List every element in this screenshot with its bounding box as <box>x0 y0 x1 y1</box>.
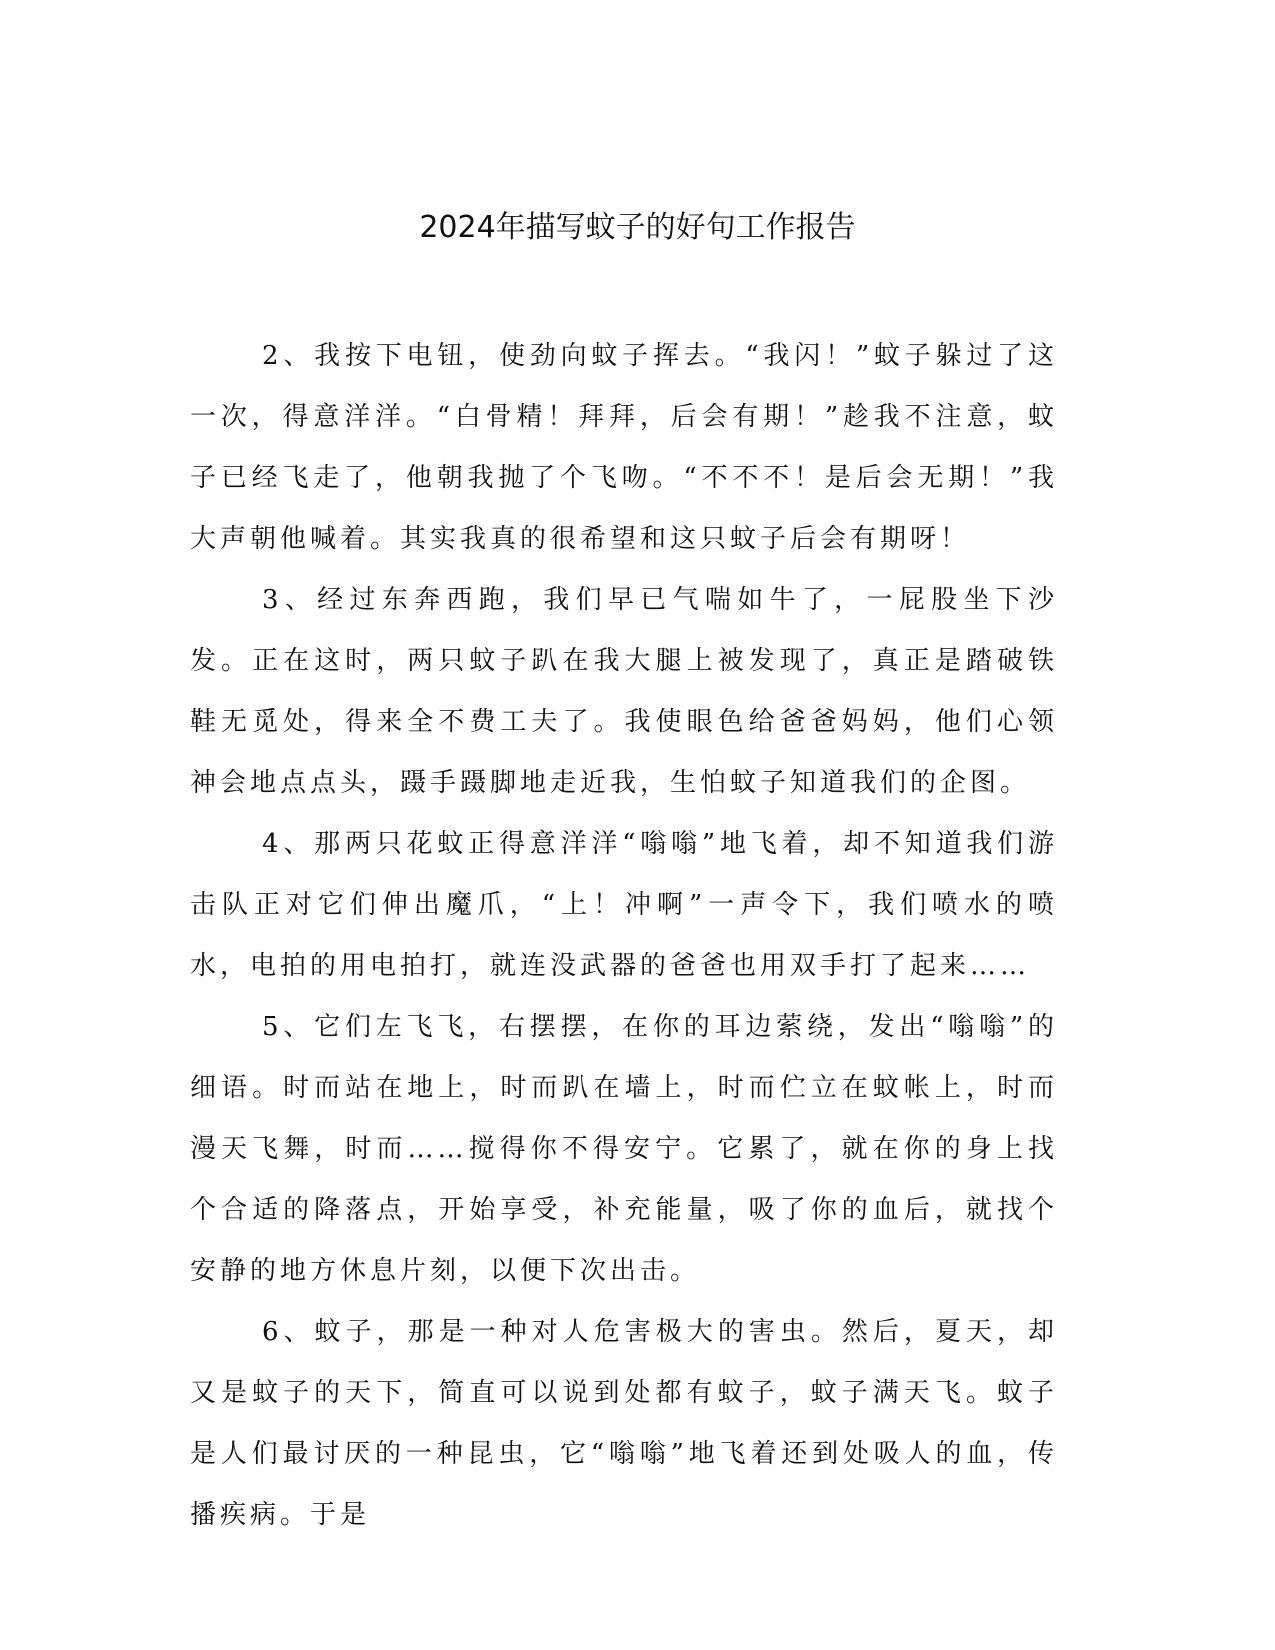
paragraph-2: 2、我按下电钮，使劲向蚊子挥去。“我闪！”蚊子躲过了这一次，得意洋洋。“白骨精！拜拜，后会有期！”趁我不注意，蚊子已经飞走了，他朝我抛了个飞吻。“不不不！是后会无期！”我大声朝他喊着。其实我真的很希望和这只蚊子后会有期呀！ <box>190 341 1058 554</box>
document-body <box>190 326 1058 1546</box>
paragraph-5: 5、它们左飞飞，右摆摆，在你的耳边萦绕，发出“嗡嗡”的细语。时而站在地上，时而趴在墙上，时而伫立在蚊帐上，时而漫天飞舞，时而……搅得你不得安宁。它累了，就在你的身上找个合适的降落点，开始享受，补充能量，吸了你的血后，就找个安静的地方休息片刻，以便下次出击。 <box>190 1012 1058 1286</box>
paragraph-3: 3、经过东奔西跑，我们早已气喘如牛了，一屁股坐下沙发。正在这时，两只蚊子趴在我大腿上被发现了，真正是踏破铁鞋无觅处，得来全不费工夫了。我使眼色给爸爸妈妈，他们心领神会地点点头，蹑手蹑脚地走近我，生怕蚊子知道我们的企图。 <box>190 585 1058 798</box>
paragraph-4: 4、那两只花蚊正得意洋洋“嗡嗡”地飞着，却不知道我们游击队正对它们伸出魔爪，“上！冲啊”一声令下，我们喷水的喷水，电拍的用电拍打，就连没武器的爸爸也用双手打了起来…… <box>190 829 1058 981</box>
paragraph-6: 6、蚊子，那是一种对人危害极大的害虫。然后，夏天，却又是蚊子的天下，简直可以说到处都有蚊子，蚊子满天飞。蚊子是人们最讨厌的一种昆虫，它“嗡嗡”地飞着还到处吸人的血，传播疾病。于是 <box>190 1317 1058 1530</box>
document-title: 2024年描写蚊子的好句工作报告 <box>419 210 856 245</box>
